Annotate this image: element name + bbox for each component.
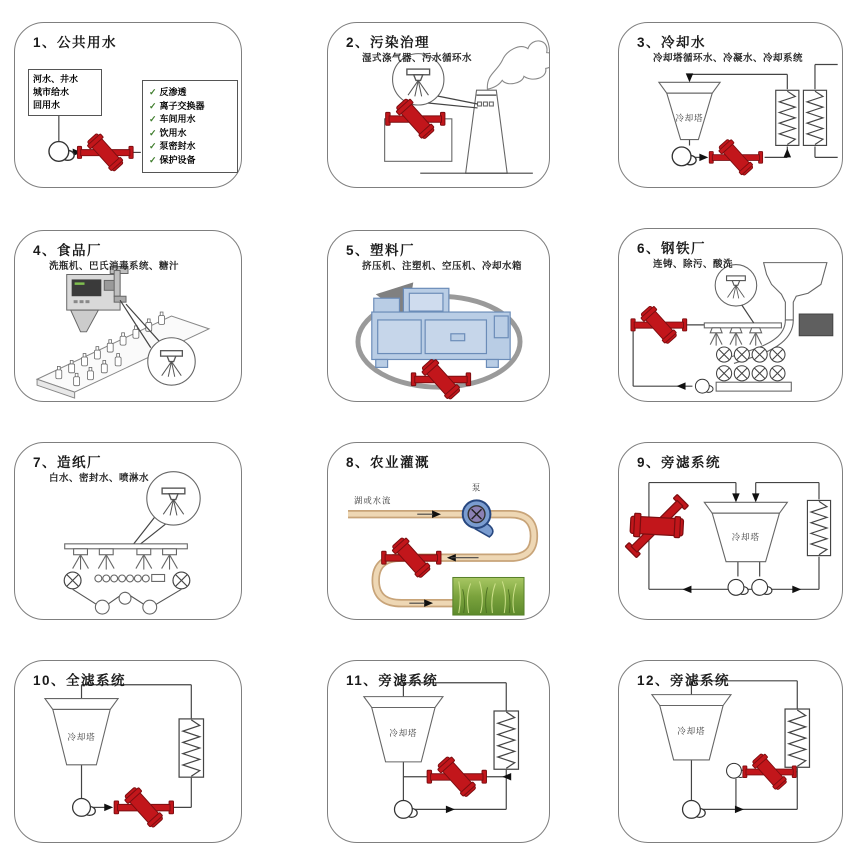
source-label: 湖或水流 [353,495,392,506]
tower-label: 冷却塔 [67,732,96,743]
panel-title: 2、污染治理 [346,35,431,50]
heat-exchanger-coil [785,709,809,767]
panel-title: 12、旁滤系统 [637,673,731,688]
irrigation-pump [463,500,493,537]
pump-icon [73,798,96,816]
check-icon: ✓ [149,100,157,111]
cooling-tower-lid [652,695,731,706]
source-line: 回用水 [33,100,61,110]
filter-unit [631,304,687,346]
check-icon: ✓ [149,154,157,165]
cooling-tower-lid [704,502,787,513]
filter-unit [709,138,762,178]
panel-full-flow-filter [14,660,242,843]
heat-exchanger-coil [807,500,830,555]
panel-title: 7、造纸厂 [33,455,103,470]
chimney-nozzle-row [478,102,494,106]
application-checklist [142,80,238,173]
panel-subtitle: 挤压机、注塑机、空压机、冷却水箱 [362,261,523,272]
panel-title: 8、农业灌溉 [346,455,431,470]
pump-icon [683,800,706,818]
spray-header [704,323,781,328]
tundish-funnel [764,263,827,320]
panel-side-stream-filter-3 [618,660,843,843]
cooling-tower-lid [659,82,720,93]
loop-gap [356,294,376,310]
flow-arrow [735,806,744,814]
water-source-box [28,69,102,116]
tower-label: 冷却塔 [389,728,418,739]
flow-arrow [699,154,708,162]
flow-arrow [683,586,692,594]
panel-public-water [14,22,242,188]
flow-arrow [792,586,801,594]
crops-image [453,577,524,615]
panel-agricultural-irrigation [327,442,550,620]
checklist-item: 保护设备 [159,154,196,165]
filter-unit [411,357,470,401]
bottling-machine [67,267,128,332]
filter-unit [77,132,133,173]
spray-nozzles [73,549,178,570]
panel-title: 11、旁滤系统 [346,673,439,688]
panel-pollution-control [327,22,550,188]
checklist-item: 离子交换器 [159,100,205,111]
panel-title: 10、全滤系统 [33,673,127,688]
casting-mold [799,314,833,336]
checklist-item: 饮用水 [159,127,187,138]
pump-icon [728,579,748,595]
tower-label: 冷却塔 [731,531,760,542]
panel-title: 6、钢铁厂 [637,241,707,256]
panel-side-stream-filter-1 [618,442,843,620]
pump-icon [49,142,74,162]
flow-arrow [446,806,455,814]
cooling-tower-lid [364,697,443,708]
caster-rollers [717,347,786,381]
pump-label: 泵 [471,482,482,493]
panel-plastics-factory [327,230,550,402]
pump-icon [695,379,713,393]
pump-icon [752,579,772,595]
panel-title: 4、食品厂 [33,243,103,258]
checklist-item: 泵密封水 [159,141,196,152]
spray-header [65,544,188,549]
panel-subtitle: 白水、密封水、喷淋水 [49,473,150,484]
slab [716,382,791,391]
panel-subtitle: 冷却塔循环水、冷凝水、冷却系统 [653,53,804,64]
tower-label: 冷却塔 [677,726,706,737]
pump-icon [672,147,696,166]
flow-arrow [784,148,792,157]
check-icon: ✓ [149,114,157,125]
panel-side-stream-filter-2 [327,660,550,843]
flow-arrow [732,493,740,502]
panel-title: 3、冷却水 [637,35,707,50]
smoke-plume [487,41,549,89]
flow-arrow [677,382,686,390]
source-line: 河水、井水 [33,74,79,84]
panel-paper-mill [14,442,242,620]
paper-roller [64,572,81,589]
dryer-section [95,575,165,582]
check-icon: ✓ [149,87,157,97]
panel-steel-factory [618,228,843,402]
source-line: 城市给水 [33,87,70,97]
pump-icon [394,800,417,818]
panel-subtitle: 洗瓶机、巴氏消毒系统、糖汁 [49,261,180,272]
panel-subtitle: 连铸、除污、酸洗 [653,259,734,270]
paper-roller [173,572,190,589]
panel-cooling-water [618,22,843,188]
filter-unit [427,755,486,799]
panel-food-factory [14,230,242,402]
filter-unit [619,481,702,572]
panel-title: 9、旁滤系统 [637,455,722,470]
heat-exchanger-coil [494,711,518,769]
spray-nozzles [710,328,761,346]
check-icon: ✓ [149,141,157,152]
tower-label: 冷却塔 [675,112,704,123]
filter-unit [382,536,441,580]
checklist-item: 车间用水 [159,114,196,125]
heat-exchanger-coil [803,90,826,145]
filter-unit [114,785,173,829]
molding-machine [372,288,510,367]
check-icon: ✓ [149,127,157,138]
panel-title: 1、公共用水 [33,35,118,50]
checklist-item: 反渗透 [159,87,187,97]
flow-arrow [686,73,694,82]
flow-arrow [104,804,113,812]
flow-arrow [752,493,760,502]
cooling-tower-lid [45,699,118,710]
heat-exchanger-coil [776,90,799,145]
panel-subtitle: 湿式涤气器、污水循环水 [362,53,473,64]
panel-title: 5、塑料厂 [346,243,416,258]
heat-exchanger-coil [179,719,203,777]
